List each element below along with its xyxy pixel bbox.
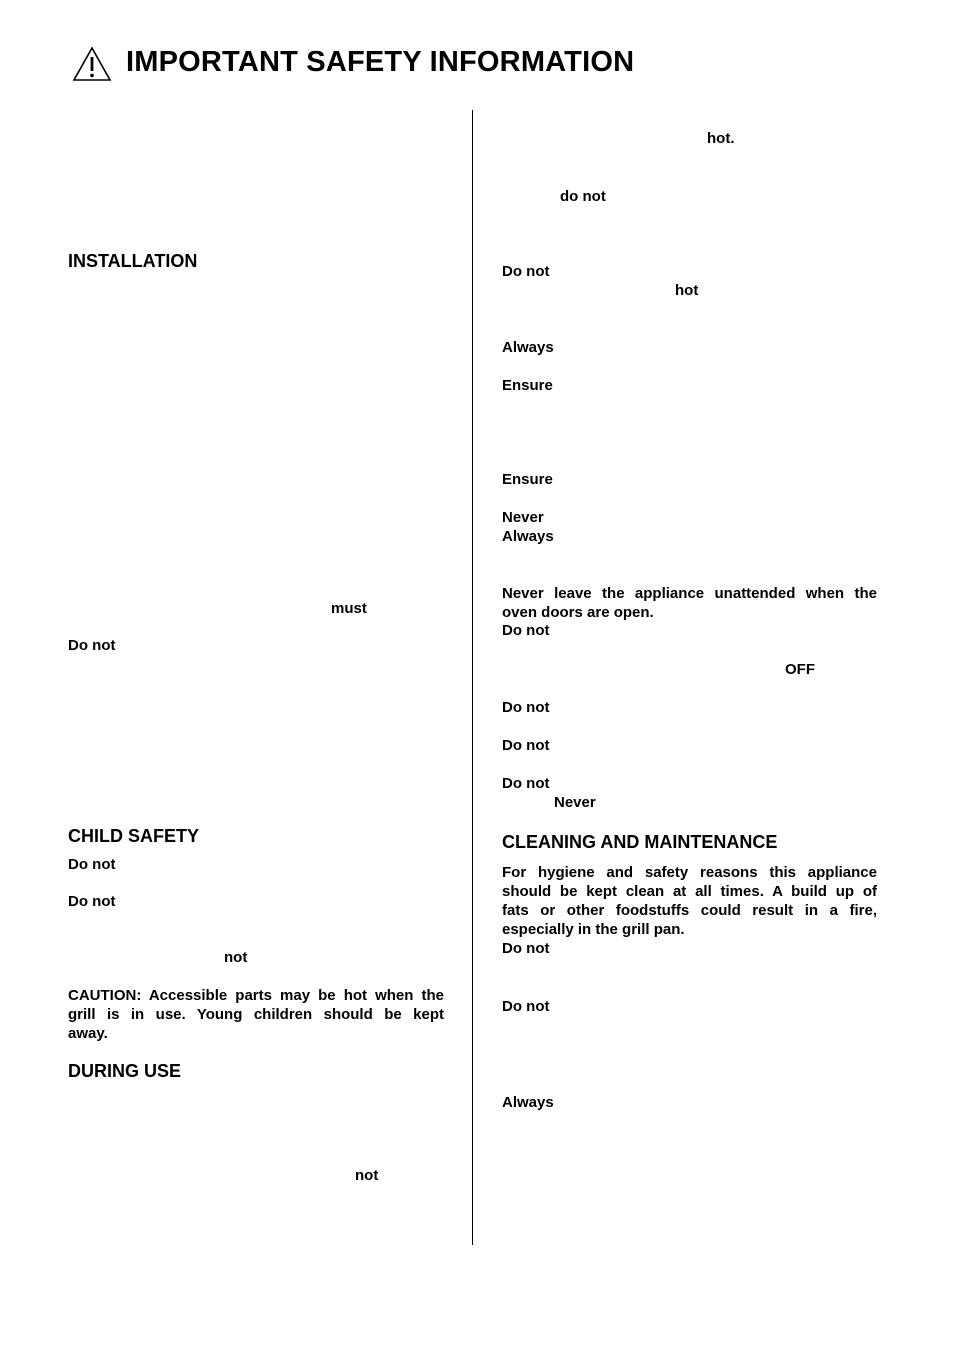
warning-triangle-icon — [72, 46, 112, 82]
caution-paragraph — [68, 986, 444, 1043]
text-off: OFF — [785, 661, 815, 678]
during-use-heading: DURING USE — [68, 1061, 182, 1081]
hygiene-line: For hygiene and safety reasons this appliance — [502, 864, 877, 881]
text-ensure: Ensure — [502, 471, 553, 488]
caution-line: CAUTION: Accessible parts may be hot when the — [68, 987, 444, 1004]
text-do-not: Do not — [502, 940, 550, 957]
column-divider — [472, 110, 473, 1245]
caution-line: away. — [68, 1025, 108, 1042]
text-not: not — [355, 1167, 379, 1184]
text-do-not: Do not — [68, 856, 116, 873]
hygiene-paragraph — [502, 863, 877, 939]
text-do-not: Do not — [502, 998, 550, 1015]
text-always: Always — [502, 1094, 554, 1111]
text-hot: hot. — [707, 130, 735, 147]
text-always: Always — [502, 528, 554, 545]
unattended-line: Never leave the appliance unattended when the — [502, 585, 877, 602]
text-always: Always — [502, 339, 554, 356]
text-never: Never — [554, 794, 596, 811]
text-do-not: Do not — [502, 775, 550, 792]
text-do-not: Do not — [502, 737, 550, 754]
unattended-line: oven doors are open. — [502, 604, 654, 621]
text-do-not: Do not — [502, 699, 550, 716]
cleaning-heading: CLEANING AND MAINTENANCE — [502, 832, 778, 852]
text-do-not: Do not — [502, 622, 550, 639]
unattended-paragraph — [502, 584, 877, 622]
page-title: IMPORTANT SAFETY INFORMATION — [126, 46, 635, 78]
text-must: must — [331, 600, 367, 617]
text-do-not: Do not — [502, 263, 550, 280]
hygiene-line: should be kept clean at all times. A build up of — [502, 883, 877, 900]
text-never: Never — [502, 509, 544, 526]
text-do-not: Do not — [68, 637, 116, 654]
child-safety-heading: CHILD SAFETY — [68, 826, 200, 846]
caution-line: grill is in use. Young children should be kept — [68, 1006, 444, 1023]
installation-heading: INSTALLATION — [68, 251, 198, 271]
text-do-not: Do not — [68, 893, 116, 910]
hygiene-line: fats or other foodstuffs could result in a fire, — [502, 902, 877, 919]
hygiene-line: especially in the grill pan. — [502, 921, 685, 938]
text-ensure: Ensure — [502, 377, 553, 394]
text-hot: hot — [675, 282, 699, 299]
text-do-not: do not — [560, 188, 606, 205]
text-not: not — [224, 949, 248, 966]
